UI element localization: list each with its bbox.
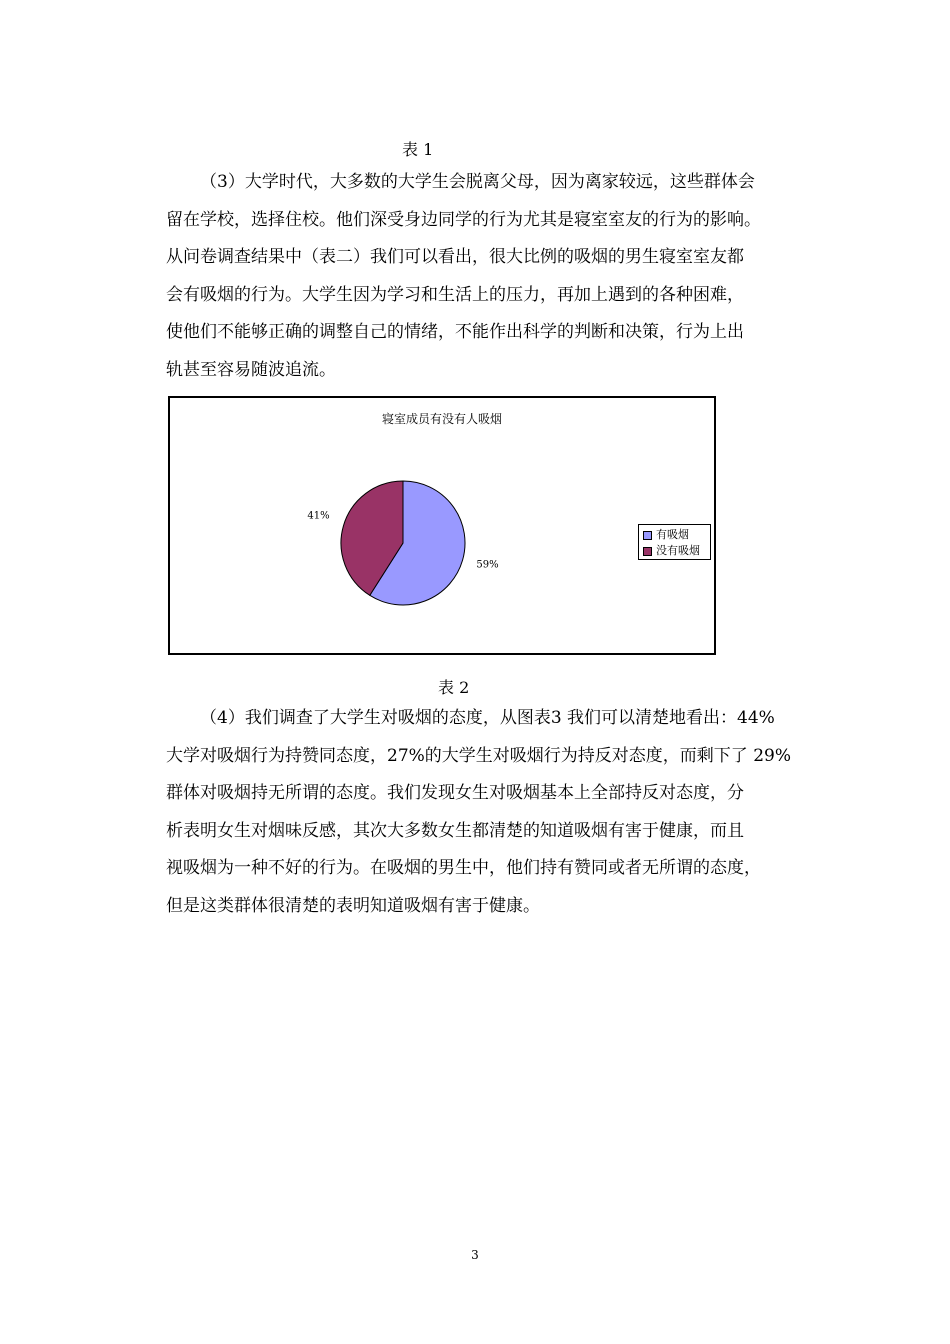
pie-svg — [170, 398, 714, 653]
paragraph-line: 但是这类群体很清楚的表明知道吸烟有害于健康。 — [166, 895, 540, 916]
paragraph-4 — [166, 700, 834, 925]
legend-swatch-no-smoking — [643, 547, 652, 556]
paragraph-line: 轨甚至容易随波追流。 — [166, 359, 336, 380]
paragraph-line: 视吸烟为一种不好的行为。在吸烟的男生中，他们持有赞同或者无所谓的态度， — [166, 858, 761, 878]
paragraph-3 — [166, 164, 834, 389]
paragraph-line: （4）我们调查了大学生对吸烟的态度，从图表3 我们可以清楚地看出：44% — [200, 708, 775, 728]
paragraph-line: （3）大学时代，大多数的大学生会脱离父母，因为离家较远，这些群体会 — [200, 172, 755, 192]
legend-item-no-smoking — [643, 544, 700, 558]
paragraph-line: 留在学校，选择住校。他们深受身边同学的行为尤其是寝室室友的行为的影响。 — [166, 209, 761, 230]
chart-legend — [638, 524, 711, 560]
paragraph-line: 从问卷调查结果中（表二）我们可以看出，很大比例的吸烟的男生寝室室友都 — [166, 247, 744, 267]
legend-item-smoking — [643, 528, 689, 542]
legend-swatch-smoking — [643, 531, 652, 540]
page-number: 3 — [471, 1248, 479, 1262]
paragraph-line: 会有吸烟的行为。大学生因为学习和生活上的压力，再加上遇到的各种困难， — [166, 284, 744, 305]
pie-chart — [168, 396, 716, 655]
paragraph-line: 大学对吸烟行为持赞同态度，27%的大学生对吸烟行为持反对态度，而剩下了 29% — [166, 745, 791, 766]
table1-caption: 表 1 — [402, 140, 434, 159]
legend-label: 有吸烟 — [656, 528, 689, 541]
paragraph-line: 析表明女生对烟味反感，其次大多数女生都清楚的知道吸烟有害于健康，而且 — [166, 820, 744, 841]
paragraph-line: 使他们不能够正确的调整自己的情绪，不能作出科学的判断和决策，行为上出 — [166, 322, 744, 342]
legend-label: 没有吸烟 — [656, 544, 700, 557]
chart-title: 寝室成员有没有人吸烟 — [381, 412, 502, 426]
paragraph-line: 群体对吸烟持无所谓的态度。我们发现女生对吸烟基本上全部持反对态度，分 — [166, 783, 744, 803]
pie-label-1: 41% — [307, 510, 330, 522]
pie-label-0: 59% — [476, 559, 499, 571]
table2-caption: 表 2 — [438, 678, 470, 697]
